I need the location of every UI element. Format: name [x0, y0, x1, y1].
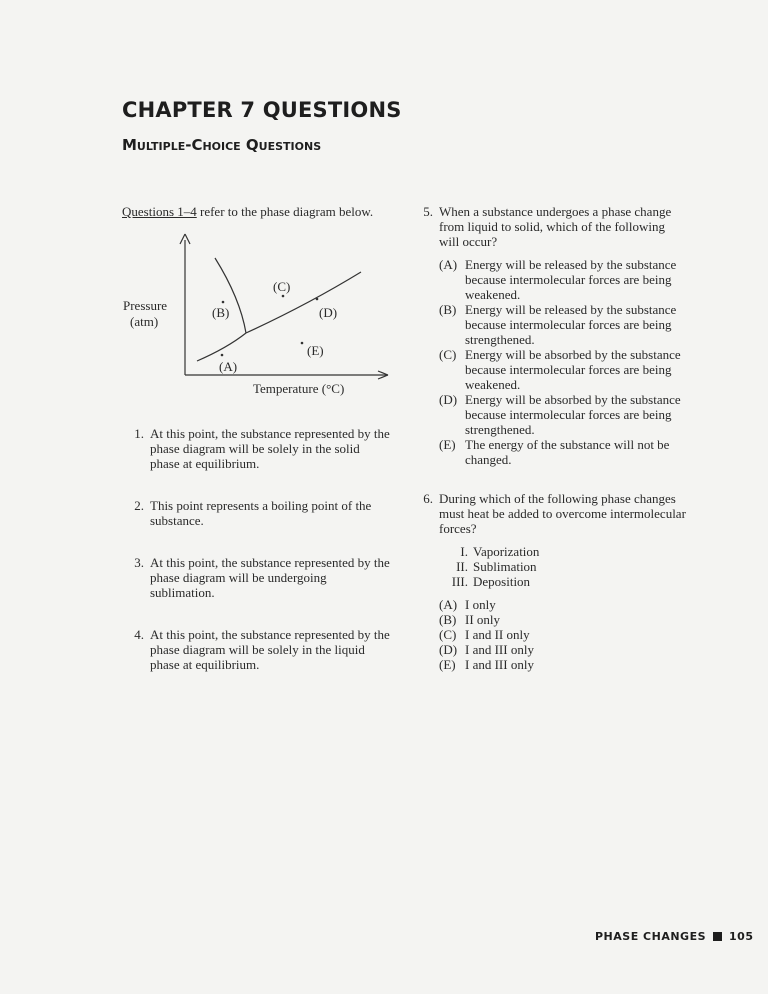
point-e-dot: [301, 342, 304, 345]
phase-diagram-svg: [122, 230, 392, 402]
answer-choice-e: [439, 437, 687, 467]
question-number: 1.: [134, 426, 144, 441]
roman-text: Sublimation: [473, 559, 537, 574]
choice-label: (D): [439, 642, 458, 657]
choice-text: The energy of the substance will not be changed.: [465, 437, 670, 467]
phase-diagram: [122, 230, 392, 402]
point-b-label: (B): [212, 305, 230, 320]
answer-choice-b: [439, 612, 687, 627]
choice-text: Energy will be absorbed by the substance because intermolecular forces are being weakened.: [465, 347, 681, 392]
point-e-label: (E): [307, 343, 324, 358]
roman-number: III.: [451, 574, 468, 589]
section-title: Multiple-Choice Questions: [122, 136, 322, 154]
melting-curve: [215, 258, 246, 333]
choice-text: Energy will be released by the substance because intermolecular forces are being weakened.: [465, 257, 677, 302]
point-a-label: (A): [219, 359, 238, 374]
question-number: 4.: [134, 627, 144, 642]
choice-text: I only: [465, 597, 496, 612]
question-4: [122, 627, 392, 672]
roman-numeral-list: [439, 544, 687, 589]
question-text: This point represents a boiling point of the substance.: [150, 498, 372, 528]
answer-choice-e: [439, 657, 687, 672]
question-text: At this point, the substance represented by the phase diagram will be solely in the liquid phase at equilibrium.: [150, 627, 390, 672]
page-footer: [595, 930, 753, 943]
roman-number: II.: [456, 559, 468, 574]
question-3: [122, 555, 392, 600]
question-text: At this point, the substance represented by the phase diagram will be undergoing sublimation.: [150, 555, 390, 600]
vaporization-curve: [246, 272, 361, 333]
answer-choice-a: [439, 257, 687, 302]
choice-text: I and II only: [465, 627, 530, 642]
question-6: [417, 491, 687, 672]
question-number: 5.: [423, 204, 433, 219]
question-stem: When a substance undergoes a phase change from liquid to solid, which of the following will occur?: [439, 204, 672, 249]
question-2: [122, 498, 392, 528]
roman-item: [439, 544, 687, 559]
footer-section-name: PHASE CHANGES: [595, 930, 707, 943]
choice-label: (C): [439, 347, 457, 362]
question-text: At this point, the substance represented by the phase diagram will be solely in the solid phase at equilibrium.: [150, 426, 390, 471]
intro-text: refer to the phase diagram below.: [196, 204, 374, 219]
question-range-ref: Questions 1–4: [122, 204, 197, 219]
roman-text: Deposition: [473, 574, 531, 589]
choice-label: (D): [439, 392, 458, 407]
point-d-label: (D): [319, 305, 338, 320]
choice-text: Energy will be released by the substance because intermolecular forces are being strengthened.: [465, 302, 677, 347]
x-axis-label: Temperature (°C): [253, 381, 345, 396]
point-d-dot: [316, 298, 319, 301]
right-question-column: [417, 204, 687, 672]
point-c-dot: [282, 295, 285, 298]
sublimation-curve: [197, 333, 246, 361]
roman-item: [439, 574, 687, 589]
choice-label: (A): [439, 257, 458, 272]
choice-text: I and III only: [465, 657, 534, 672]
square-bullet-icon: [713, 932, 722, 941]
answer-choice-d: [439, 392, 687, 437]
page-number: 105: [729, 930, 754, 943]
question-5: [417, 204, 687, 467]
answer-choice-c: [439, 627, 687, 642]
y-axis-arrow: [180, 234, 185, 244]
choice-label: (B): [439, 302, 457, 317]
question-stem: During which of the following phase changes must heat be added to overcome intermolecular forces?: [439, 491, 686, 536]
choice-label: (E): [439, 657, 456, 672]
choice-label: (B): [439, 612, 457, 627]
question-number: 2.: [134, 498, 144, 513]
point-c-label: (C): [273, 279, 291, 294]
answer-choice-d: [439, 642, 687, 657]
choice-label: (E): [439, 437, 456, 452]
question-number: 3.: [134, 555, 144, 570]
choice-label: (C): [439, 627, 457, 642]
answer-choice-c: [439, 347, 687, 392]
answer-choice-b: [439, 302, 687, 347]
question-1: [122, 426, 392, 471]
question-number: 6.: [423, 491, 433, 506]
choice-text: II only: [465, 612, 501, 627]
y-axis-label-line2: (atm): [130, 314, 159, 329]
chapter-title: CHAPTER 7 QUESTIONS: [122, 98, 402, 122]
answer-choice-a: [439, 597, 687, 612]
choice-label: (A): [439, 597, 458, 612]
choice-text: Energy will be absorbed by the substance because intermolecular forces are being strengthened.: [465, 392, 681, 437]
roman-item: [439, 559, 687, 574]
roman-text: Vaporization: [473, 544, 540, 559]
intro-paragraph: [122, 204, 390, 219]
choice-text: I and III only: [465, 642, 534, 657]
left-question-list: [122, 426, 392, 699]
point-a-dot: [221, 354, 224, 357]
point-b-dot: [222, 301, 225, 304]
y-axis-label-line1: Pressure: [123, 298, 168, 313]
roman-number: I.: [460, 544, 468, 559]
